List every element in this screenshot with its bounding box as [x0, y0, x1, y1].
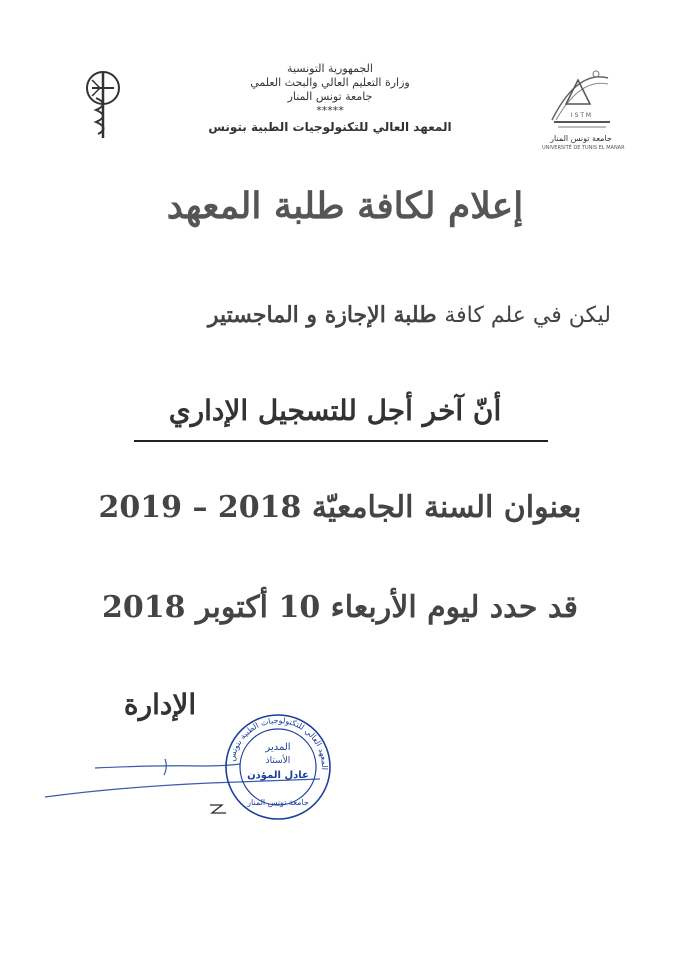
- document-header: [0, 40, 683, 151]
- official-stamp: [223, 712, 333, 822]
- university-logo: [542, 60, 625, 170]
- header-text-block: [200, 62, 460, 134]
- institute-name: المعهد العالي للتكنولوجيات الطبية بتونس: [208, 120, 452, 134]
- notice-title: إعلام لكافة طلبة المعهد: [166, 185, 524, 227]
- notice-line-1-bold: طلبة الإجازة و الماجستير: [207, 302, 437, 328]
- stamp-role: الأستاذ: [265, 756, 291, 766]
- university-name: جامعة تونس المنار: [287, 90, 373, 103]
- institute-logo-icon: [78, 58, 128, 143]
- stamp-ring-text: المعهد العالي للتكنولوجيات الطبية بتونس: [227, 715, 330, 771]
- signature-label: الإدارة: [123, 688, 197, 721]
- university-logo-arabic: جامعة تونس المنار: [550, 134, 612, 143]
- notice-line-1: [208, 302, 611, 328]
- header-stars: *****: [316, 104, 344, 117]
- republic-name: الجمهورية التونسية: [287, 62, 373, 75]
- notice-line-2: أنّ آخر أجل للتسجيل الإداري: [168, 394, 502, 427]
- notice-line-1-plain: ليكن في علم كافة: [444, 303, 611, 328]
- stamp-title: المدير: [265, 742, 291, 753]
- university-emblem-icon: [542, 60, 620, 132]
- logo-letters: I S T M: [570, 112, 592, 119]
- notice-line-4: قد حدد ليوم الأربعاء 10 أكتوبر 2018: [101, 590, 578, 625]
- university-logo-latin: UNIVERSITÉ DE TUNIS EL MANAR: [542, 145, 625, 151]
- stamp-bottom-text: جامعة تونس المنار: [247, 798, 309, 807]
- notice-line-2-underline: [134, 440, 548, 442]
- ministry-name: وزارة التعليم العالي والبحث العلمي: [250, 76, 410, 89]
- notice-line-3: بعنوان السنة الجامعيّة 2018 – 2019: [98, 490, 582, 525]
- stamp-name: عادل المؤذن: [247, 770, 309, 781]
